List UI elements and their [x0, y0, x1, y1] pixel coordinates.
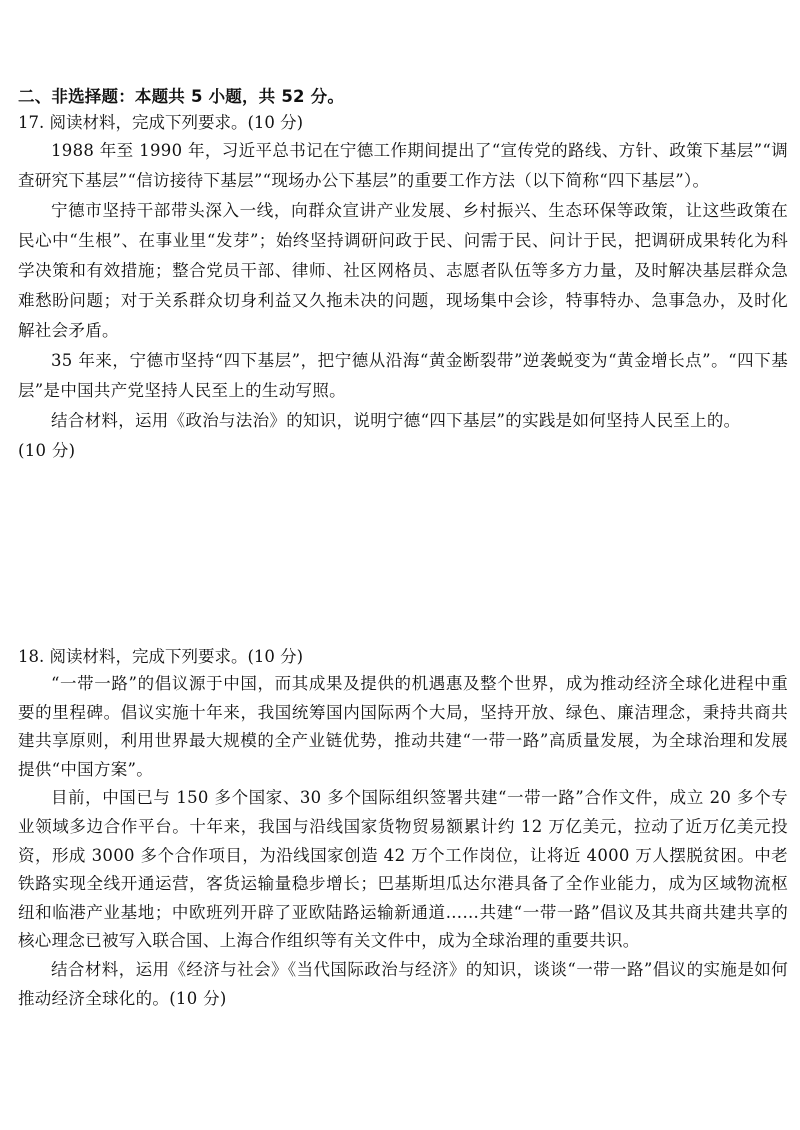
question-17-paragraph-1: 1988 年至 1990 年，习近平总书记在宁德工作期间提出了“宣传党的路线、方针、政策下基层”“调查研究下基层”“信访接待下基层”“现场办公下基层”的重要工作方法（以下简称“四下基层”）。: [18, 141, 788, 190]
section-title: 二、非选择题：本题共 5 小题，共 52 分。: [18, 87, 345, 106]
answer-space: [18, 466, 788, 644]
question-18: [18, 644, 788, 1013]
question-17-paragraph-2: 宁德市坚持干部带头深入一线，向群众宣讲产业发展、乡村振兴、生态环保等政策，让这些政策在民心中“生根”、在事业里“发芽”；始终坚持调研问政于民、问需于民、问计于民，把调研成果转化为科学决策和有效措施；整合党员干部、律师、社区网格员、志愿者队伍等多方力量，及时解决基层群众急难愁盼问题；对于关系群众切身利益又久拖未决的问题，现场集中会诊，特事特办、急事急办，及时化解社会矛盾。: [18, 201, 788, 340]
exam-page: [18, 84, 788, 1013]
question-18-prompt: 结合材料，运用《经济与社会》《当代国际政治与经济》的知识，谈谈“一带一路”倡议的实施是如何推动经济全球化的。(10 分): [18, 959, 788, 1008]
question-17-paragraph-3: 35 年来，宁德市坚持“四下基层”，把宁德从沿海“黄金断裂带”逆袭蜕变为“黄金增长点”。“四下基层”是中国共产党坚持人民至上的生动写照。: [18, 351, 788, 400]
question-18-heading: 18. 阅读材料，完成下列要求。(10 分): [18, 647, 304, 666]
question-17-score: (10 分): [18, 441, 76, 460]
question-18-paragraph-2: 目前，中国已与 150 多个国家、30 多个国际组织签署共建“一带一路”合作文件，成立 20 多个专业领域多边合作平台。十年来，我国与沿线国家货物贸易额累计约 12 万亿美元，拉动了近万亿美元投资，形成 3000 多个合作项目，为沿线国家创造 42 万个工作岗位，让将近 4000 万人摆脱贫困。中老铁路实现全线开通运营，客货运输量稳步增长；巴基斯坦瓜达尔港具备了全作业能力，成为区域物流枢纽和临港产业基地；中欧班列开辟了亚欧陆路运输新通道……共建“一带一路”倡议及其共商共建共享的核心理念已被写入联合国、上海合作组织等有关文件中，成为全球治理的重要共识。: [18, 788, 788, 951]
question-17: [18, 110, 788, 466]
question-18-paragraph-1: “一带一路”的倡议源于中国，而其成果及提供的机遇惠及整个世界，成为推动经济全球化进程中重要的里程碑。倡议实施十年来，我国统筹国内国际两个大局，坚持开放、绿色、廉洁理念，秉持共商共建共享原则，利用世界最大规模的全产业链优势，推动共建“一带一路”高质量发展，为全球治理和发展提供“中国方案”。: [18, 674, 788, 779]
question-17-prompt: 结合材料，运用《政治与法治》的知识，说明宁德“四下基层”的实践是如何坚持人民至上的。: [51, 411, 741, 430]
question-17-heading: 17. 阅读材料，完成下列要求。(10 分): [18, 113, 304, 132]
